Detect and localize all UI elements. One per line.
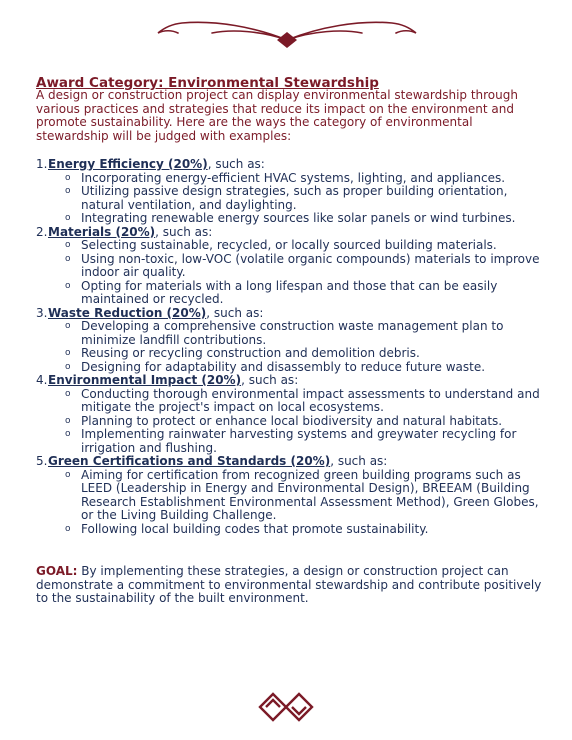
bullet-icon: o [65,348,71,358]
criterion-name: Environmental Impact (20%) [48,373,242,387]
example-text: Integrating renewable energy sources like solar panels or wind turbines. [81,211,516,225]
example-item [36,239,546,253]
bullet-icon: o [65,388,71,399]
bullet-icon: o [65,253,71,264]
example-item [36,415,546,429]
example-text: Selecting sustainable, recycled, or locally sourced building materials. [81,238,497,252]
example-list [36,320,546,374]
goal-text: By implementing these strategies, a design or construction project can demonstrate a commitment to environmental stewardship and contribute positively to the sustainability of the built environment. [36,564,542,605]
criterion-heading [36,226,546,240]
bullet-icon: o [65,429,71,439]
criterion-suffix: , such as: [241,373,299,387]
criterion-item [36,455,546,536]
criterion-item [36,158,546,226]
example-item [36,361,546,375]
example-text: Utilizing passive design strategies, such as proper building orientation, natural ventilation, and daylighting. [81,184,508,212]
goal-label: GOAL: [36,564,78,578]
example-item [36,280,546,307]
interlocked-diamond-logo-icon [256,684,316,730]
example-item [36,320,546,347]
criterion-name: Green Certifications and Standards (20%) [48,454,331,468]
criterion-number: 2. [36,224,48,239]
bullet-icon: o [65,523,71,534]
criterion-heading [36,374,546,388]
bullet-icon: o [65,321,71,331]
bullet-icon: o [65,361,71,372]
example-text: Incorporating energy-efficient HVAC systems, lighting, and appliances. [81,170,506,185]
example-item [36,347,546,361]
example-text: Designing for adaptability and disassembly to reduce future waste. [81,359,486,374]
criterion-item [36,374,546,455]
criterion-suffix: , such as: [155,224,213,239]
example-text: Conducting thorough environmental impact assessments to understand and mitigate the project's impact on local ecosystems. [81,386,540,414]
example-list [36,239,546,307]
criterion-item [36,226,546,307]
example-item [36,172,546,186]
criterion-name: Waste Reduction (20%) [48,305,207,320]
criterion-number: 4. [36,373,48,387]
example-text: Following local building codes that promote sustainability. [81,521,429,536]
criterion-heading [36,455,546,469]
example-list [36,469,546,537]
example-list [36,388,546,456]
criteria-list [36,158,546,536]
bullet-icon: o [65,469,71,480]
bullet-icon: o [65,415,71,426]
example-item [36,469,546,523]
example-text: Implementing rainwater harvesting systems and greywater recycling for irrigation and flushing. [81,427,517,455]
criterion-suffix: , such as: [206,305,264,320]
example-text: Aiming for certification from recognized green building programs such as LEED (Leadership in Energy and Environmental Design), BREEAM (Building Research Establishment Environmental Assessment Method), Green Globes, or the Living Building Challenge. [81,467,539,522]
example-item [36,253,546,280]
example-item [36,523,546,537]
page-title: Award Category: Environmental Stewardship [36,75,379,91]
criterion-heading [36,307,546,321]
intro-paragraph: A design or construction project can display environmental stewardship through various practices and strategies that reduce its impact on the environment and promote sustainability. Here are the ways the category of environmental stewardship will be judged with examples: [36,88,518,143]
example-item [36,185,546,212]
example-item [36,212,546,226]
example-list [36,172,546,226]
example-text: Developing a comprehensive construction waste management plan to minimize landfill contributions. [81,319,504,347]
criterion-name: Materials (20%) [48,224,156,239]
criterion-name: Energy Efficiency (20%) [48,157,208,171]
criterion-suffix: , such as: [207,157,265,171]
example-text: Using non-toxic, low-VOC (volatile organic compounds) materials to improve indoor air quality. [81,251,540,279]
goal-statement [36,565,546,606]
criterion-heading [36,158,546,172]
criterion-number: 1. [36,157,48,171]
example-text: Planning to protect or enhance local biodiversity and natural habitats. [81,413,503,428]
criterion-number: 3. [36,305,48,320]
flourish-divider-icon [0,0,572,60]
example-text: Opting for materials with a long lifespan and those that can be easily maintained or recycled. [81,278,498,306]
bullet-icon: o [65,172,71,183]
bullet-icon: o [65,280,71,291]
criterion-item [36,307,546,375]
criterion-suffix: , such as: [330,454,388,468]
bullet-icon: o [65,213,71,223]
example-item [36,388,546,415]
bullet-icon: o [65,240,71,250]
criterion-number: 5. [36,454,48,468]
example-item [36,428,546,455]
bullet-icon: o [65,186,71,196]
example-text: Reusing or recycling construction and demolition debris. [81,346,420,360]
